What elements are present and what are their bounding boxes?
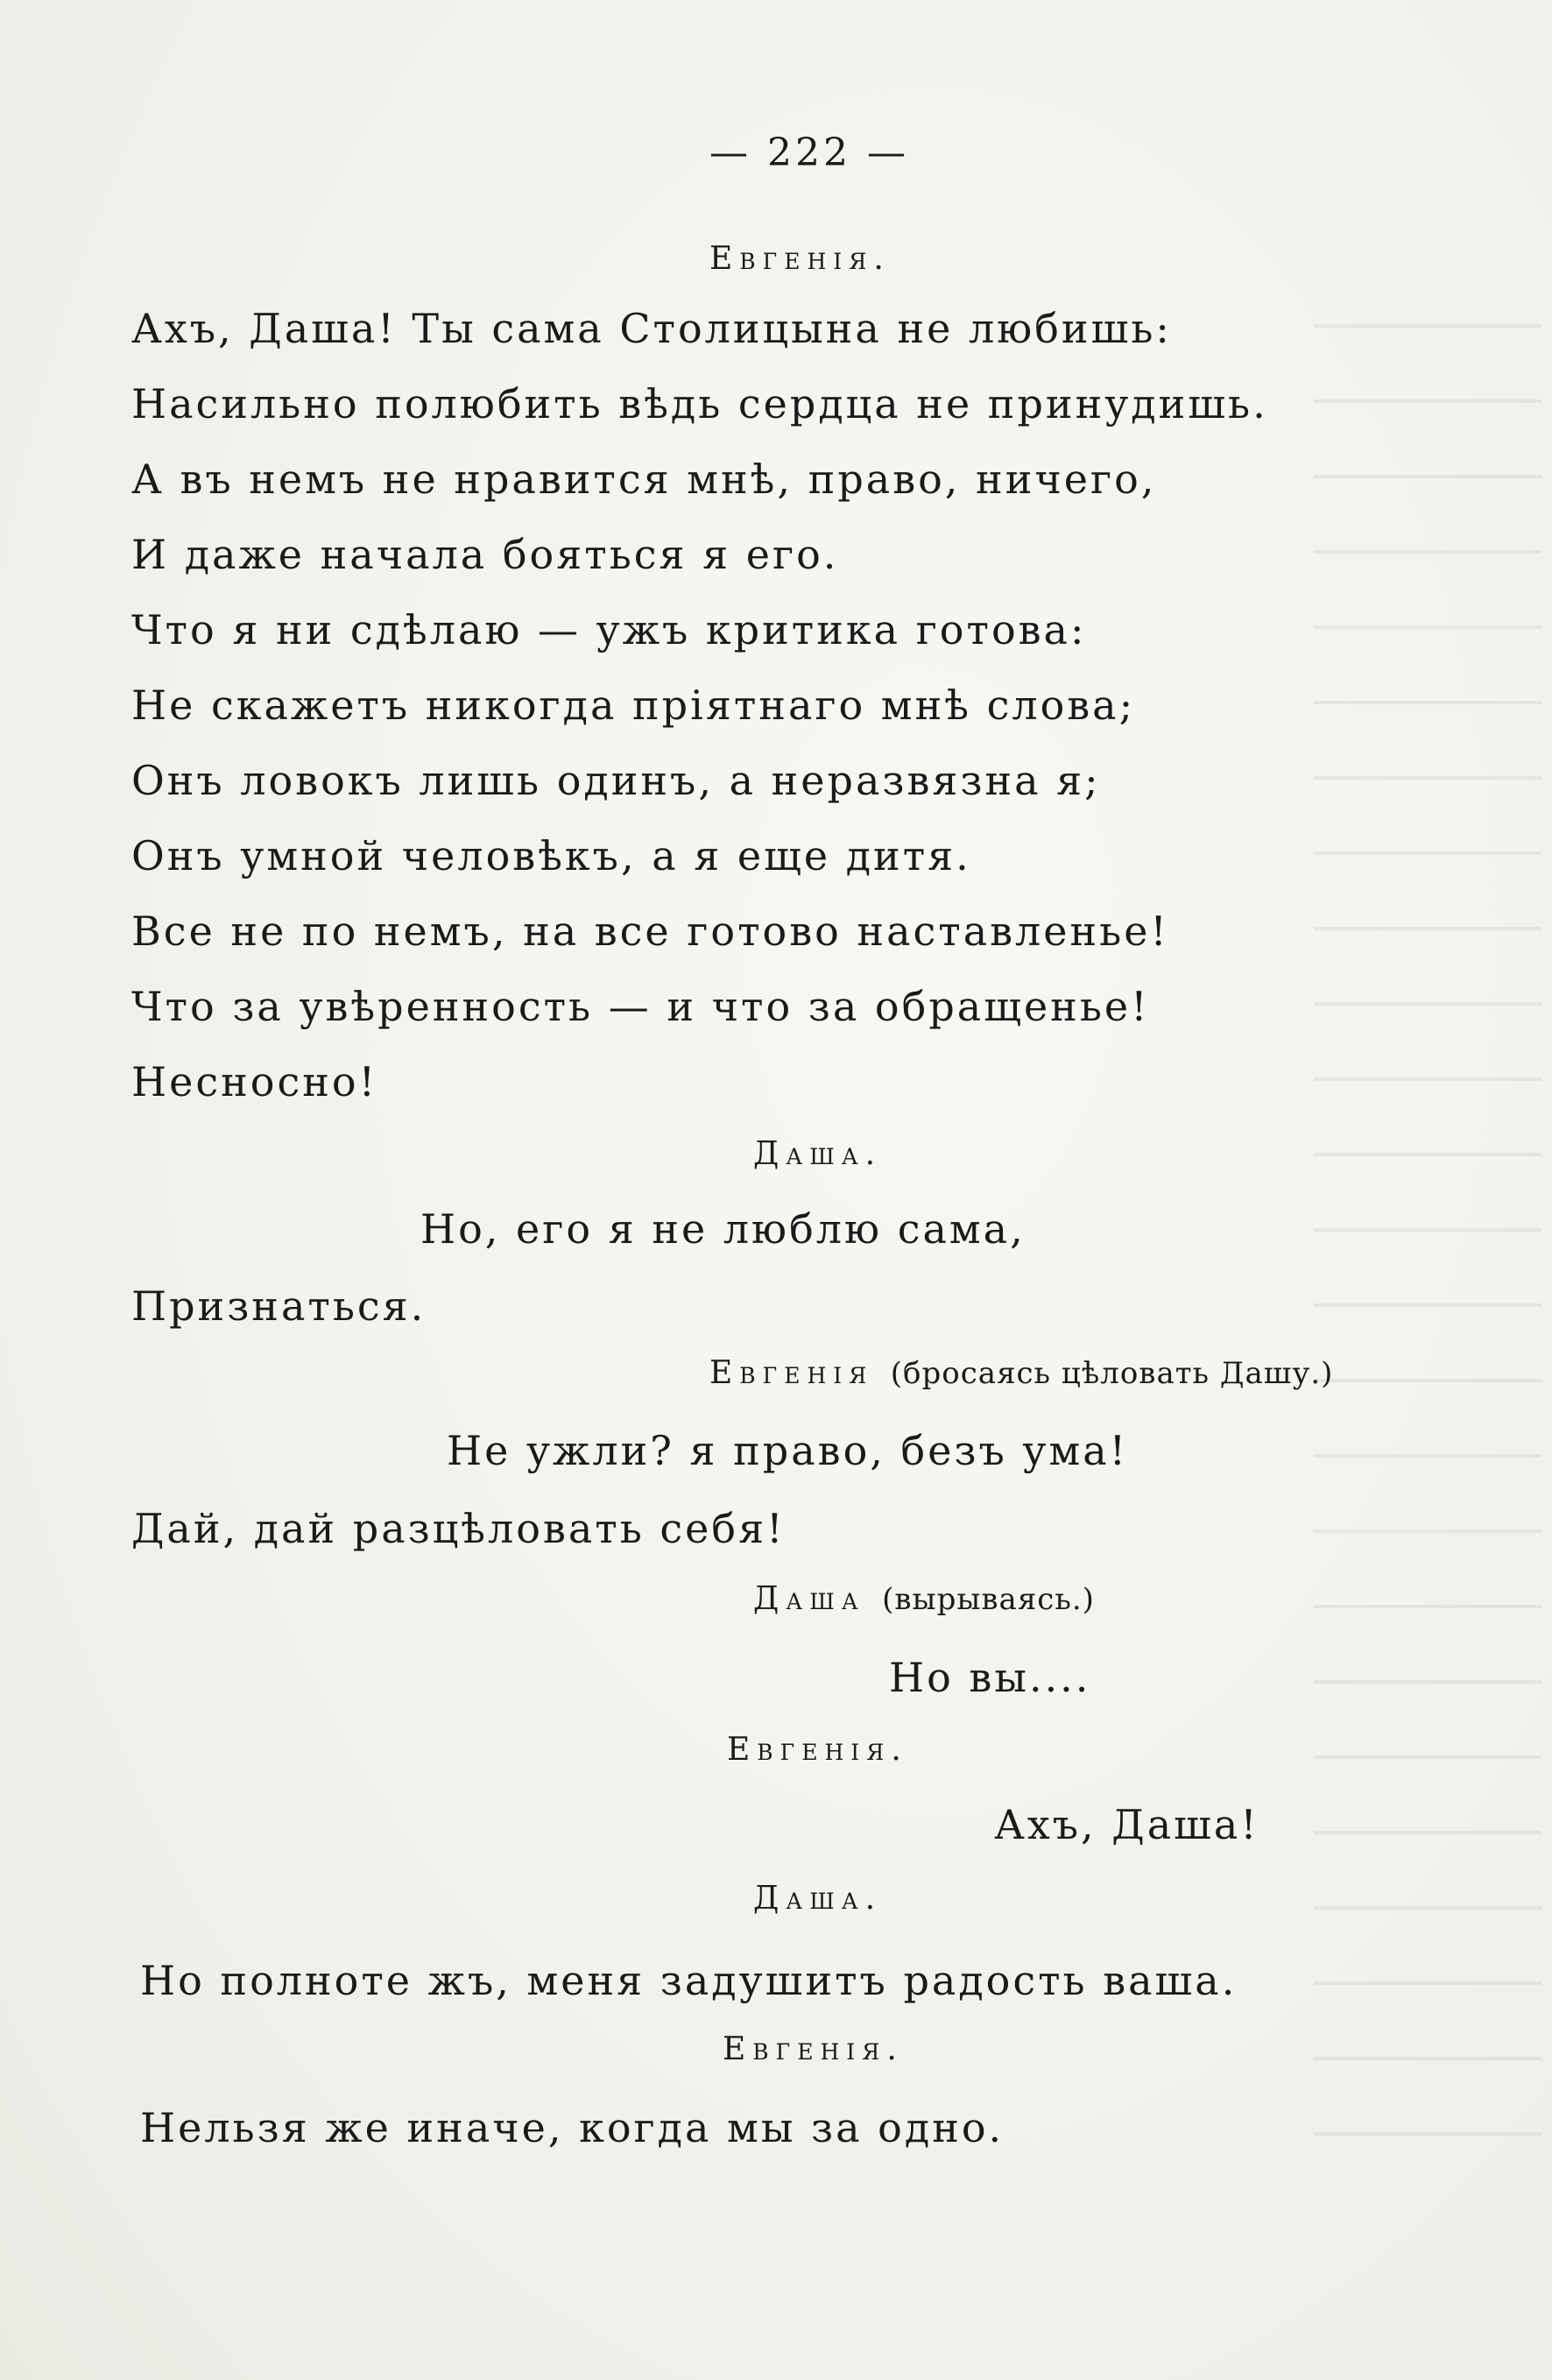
speaker-evgenia: Евгенія. bbox=[723, 2031, 904, 2067]
speaker-name: Евгенія bbox=[709, 1355, 874, 1391]
speaker-evgenia-with-direction bbox=[709, 1355, 1334, 1391]
speaker-evgenia: Евгенія. bbox=[709, 241, 891, 277]
speaker-dasha: Даша. bbox=[753, 1136, 883, 1172]
verse-line: Ахъ, Даша! Ты сама Столицына не любишь: bbox=[131, 305, 1172, 352]
verse-line: Дай, дай разцѣловать себя! bbox=[131, 1505, 786, 1552]
verse-line: Онъ ловокъ лишь одинъ, а неразвязна я; bbox=[131, 757, 1101, 804]
verse-line: Ахъ, Даша! bbox=[994, 1801, 1259, 1848]
stage-direction: (вырываясь.) bbox=[882, 1582, 1095, 1617]
verse-line: Признаться. bbox=[131, 1282, 427, 1330]
verse-line: Нельзя же иначе, когда мы за одно. bbox=[140, 2104, 1005, 2151]
verse-line: Не скажетъ никогда пріятнаго мнѣ слова; bbox=[131, 682, 1136, 729]
verse-line: И даже начала бояться я его. bbox=[131, 531, 839, 578]
verse-line: Что я ни сдѣлаю — ужъ критика готова: bbox=[131, 606, 1087, 653]
verse-line: Но полноте жъ, меня задушитъ радость ваша. bbox=[140, 1957, 1238, 2004]
bleed-through-shadow bbox=[1314, 263, 1541, 2190]
speaker-dasha-with-direction bbox=[753, 1581, 1095, 1617]
verse-line: Но, его я не люблю сама, bbox=[420, 1205, 1026, 1253]
verse-line: Насильно полюбить вѣдь сердца не принудишь. bbox=[131, 380, 1268, 427]
page-number: — 222 — bbox=[709, 131, 909, 175]
verse-line: Онъ умной человѣкъ, а я еще дитя. bbox=[131, 832, 971, 879]
stage-direction: (бросаясь цѣловать Дашу.) bbox=[890, 1356, 1334, 1391]
verse-line: Не ужли? я право, безъ ума! bbox=[447, 1427, 1129, 1474]
speaker-dasha: Даша. bbox=[753, 1881, 883, 1917]
speaker-evgenia: Евгенія. bbox=[727, 1732, 908, 1768]
verse-line: Все не по немъ, на все готово наставленье! bbox=[131, 908, 1169, 955]
verse-line: Но вы.... bbox=[889, 1654, 1091, 1701]
speaker-name: Даша bbox=[753, 1581, 865, 1617]
verse-line: Что за увѣренность — и что за обращенье! bbox=[131, 983, 1150, 1030]
verse-line: А въ немъ не нравится мнѣ, право, ничего, bbox=[131, 456, 1157, 503]
verse-line: Несносно! bbox=[131, 1058, 378, 1105]
